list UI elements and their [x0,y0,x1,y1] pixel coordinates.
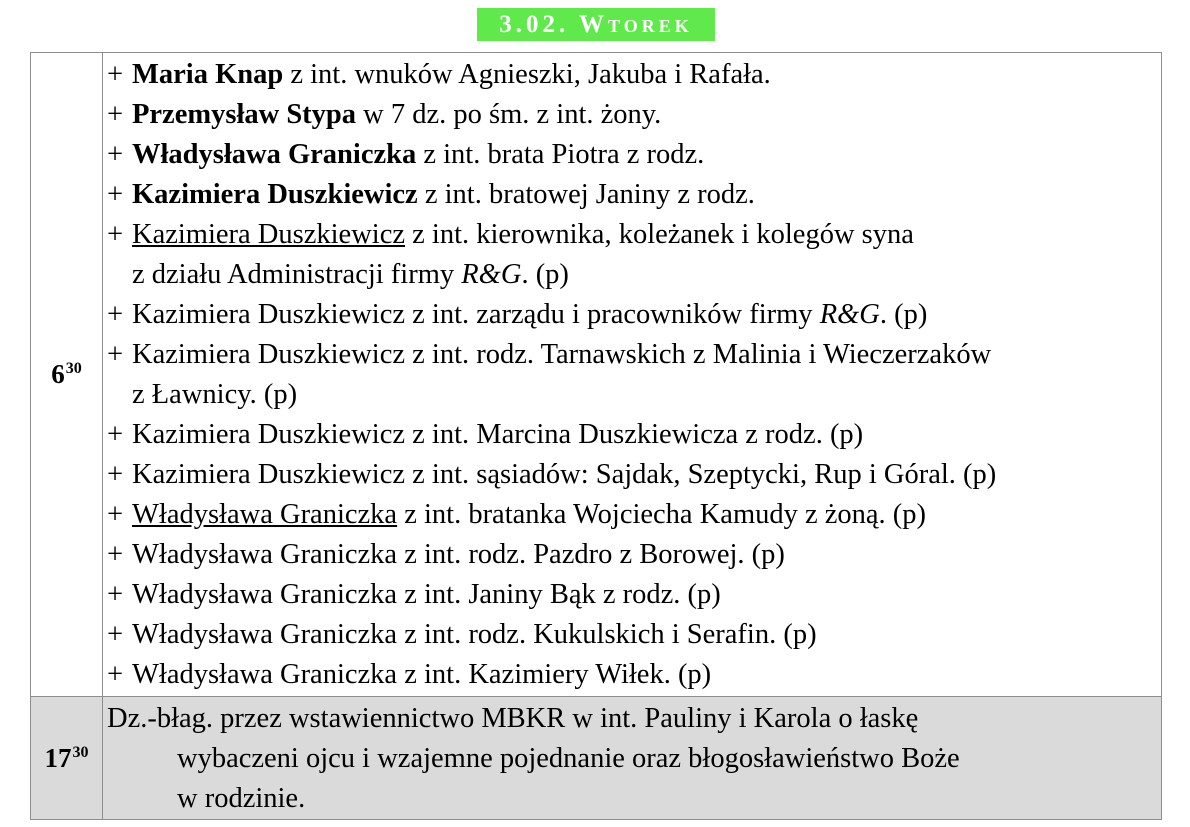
deceased-name: Władysława Graniczka [132,659,398,690]
intention-text: z int. kierownika, koleżanek i kolegów syna [405,219,914,250]
intention-text: z Ławnicy. (p) [132,379,298,410]
intention-entry [107,455,1161,495]
intention-text: z int. bratowej Janiny z rodz. [417,179,755,210]
deceased-name: Kazimiera Duszkiewicz [132,179,418,210]
cross-marker: + [107,99,124,130]
intention-text: z int. Kazimiery Wiłek. (p) [397,659,712,690]
firm-name: R&G [819,299,880,330]
deceased-name: Kazimiera Duszkiewicz [132,339,405,370]
intention-text: w 7 dz. po śm. z int. żony. [356,99,662,130]
intention-text: z int. rodz. Kukulskich i Serafin. (p) [397,619,817,650]
cross-marker: + [107,499,124,530]
cross-marker: + [107,539,124,570]
intention-text: z int. rodz. Pazdro z Borowej. (p) [397,539,785,570]
intention-entry [107,135,1161,175]
cross-marker: + [107,219,124,250]
morning-time-hour: 6 [51,359,65,389]
evening-time [31,697,103,820]
morning-time [31,53,103,697]
intention-entry [107,575,1161,615]
evening-intention-line: wybaczeni ojcu i wzajemne pojednanie oraz błogosławieństwo Boże [177,743,960,774]
evening-mass-row [31,697,1162,820]
intention-entry [107,415,1161,455]
deceased-name: Władysława Graniczka [132,139,417,170]
deceased-name: Kazimiera Duszkiewicz [132,219,405,250]
deceased-name: Władysława Graniczka [132,619,398,650]
cross-marker: + [107,579,124,610]
morning-intentions [103,53,1162,697]
intention-entry [107,295,1161,335]
intention-entry [107,535,1161,575]
intention-entry [107,95,1161,135]
evening-intention-line: w rodzinie. [177,783,306,814]
intention-entry [107,335,1161,415]
evening-intention [103,697,1162,820]
intention-text: z int. Janiny Bąk z rodz. (p) [397,579,721,610]
day-header: 3.02. Wtorek [477,8,715,41]
cross-marker: + [107,139,124,170]
evening-intention-line: Dz.-błag. przez wstawiennictwo MBKR w int. Pauliny i Karola o łaskę [107,703,919,734]
intention-entry [107,55,1161,95]
mass-schedule-table [30,52,1162,820]
cross-marker: + [107,619,124,650]
intention-entry [107,495,1161,535]
intention-text: . (p) [521,259,569,290]
intention-text: z działu Administracji firmy [132,259,462,290]
cross-marker: + [107,59,124,90]
morning-time-minute: 30 [65,360,82,377]
firm-name: R&G [461,259,522,290]
cross-marker: + [107,419,124,450]
cross-marker: + [107,339,124,370]
intention-text: z int. rodz. Tarnawskich z Malinia i Wieczerzaków [405,339,992,370]
deceased-name: Władysława Graniczka [132,539,398,570]
deceased-name: Władysława Graniczka [132,579,398,610]
evening-time-minute: 30 [72,743,89,761]
intention-text: z int. bratanka Wojciecha Kamudy z żoną. (p) [397,499,927,530]
deceased-name: Kazimiera Duszkiewicz [132,299,405,330]
deceased-name: Kazimiera Duszkiewicz [132,459,405,490]
cross-marker: + [107,459,124,490]
deceased-name: Kazimiera Duszkiewicz [132,419,405,450]
intention-text: z int. Marcina Duszkiewicza z rodz. (p) [405,419,864,450]
intention-text: z int. sąsiadów: Sajdak, Szeptycki, Rup i Góral. (p) [405,459,997,490]
deceased-name: Przemysław Stypa [132,99,357,130]
intention-text: . (p) [879,299,928,330]
evening-time-hour: 17 [44,742,72,773]
cross-marker: + [107,179,124,210]
cross-marker: + [107,299,124,330]
deceased-name: Władysława Graniczka [132,499,398,530]
intention-entry [107,215,1161,295]
intention-text: z int. brata Piotra z rodz. [416,139,705,170]
intention-entry [107,655,1161,695]
morning-mass-row [31,53,1162,697]
intention-entry [107,615,1161,655]
intention-entry [107,175,1161,215]
deceased-name: Maria Knap [132,59,284,90]
intention-text: z int. zarządu i pracowników firmy [405,299,820,330]
cross-marker: + [107,659,124,690]
intention-text: z int. wnuków Agnieszki, Jakuba i Rafała. [283,59,771,90]
